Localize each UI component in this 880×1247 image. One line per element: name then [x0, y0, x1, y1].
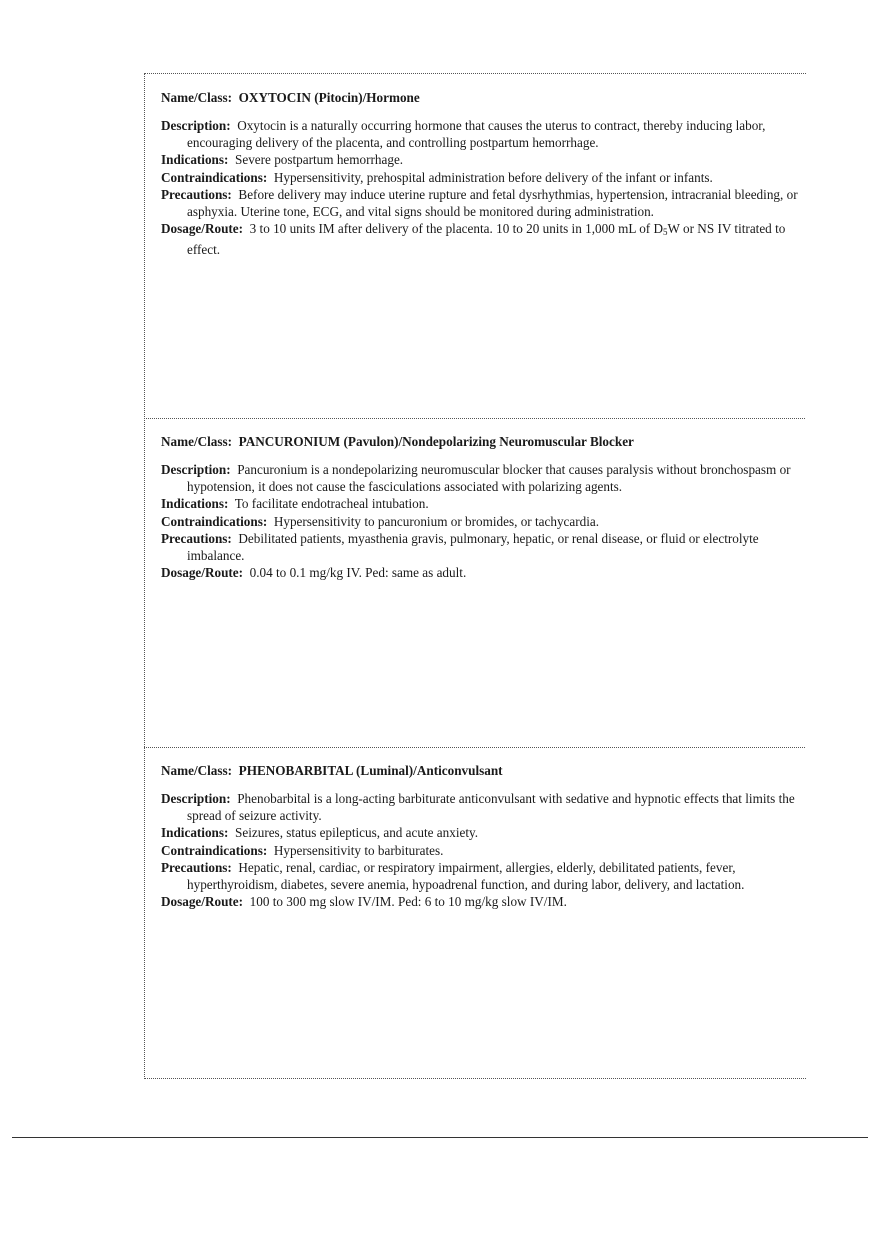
precautions-label: Precautions: — [161, 186, 232, 202]
description-entry — [161, 461, 801, 495]
indications-label: Indications: — [161, 825, 229, 841]
drug-name-class — [161, 762, 801, 780]
dosage-text: 100 to 300 mg slow IV/IM. Ped: 6 to 10 mg/kg slow IV/IM. — [249, 894, 567, 910]
dosage-entry — [161, 220, 801, 258]
precautions-label: Precautions: — [161, 530, 232, 546]
dosage-label: Dosage/Route: — [161, 221, 244, 237]
drug-card-oxytocin — [144, 73, 805, 418]
contraindications-text: Hypersensitivity, prehospital administration before delivery of the infant or infants. — [273, 169, 713, 185]
precautions-entry — [161, 186, 801, 220]
indications-label: Indications: — [161, 496, 229, 512]
precautions-text: Hepatic, renal, cardiac, or respiratory impairment, allergies, elderly, debilitated patients, fever, hyperthyroidism, diabetes, severe anemia, hypoadrenal function, and during labor, delivery, and lactation. — [187, 859, 745, 893]
contraindications-text: Hypersensitivity to barbiturates. — [273, 842, 444, 858]
dosage-label: Dosage/Route: — [161, 894, 244, 910]
indications-text: Severe postpartum hemorrhage. — [235, 152, 404, 168]
dosage-text-part1: 3 to 10 units IM after delivery of the placenta. 10 to 20 units in 1,000 mL of D — [249, 221, 664, 237]
contraindications-label: Contraindications: — [161, 513, 268, 529]
name-class-label: Name/Class: — [161, 90, 233, 105]
indications-entry — [161, 824, 801, 841]
indications-entry — [161, 495, 801, 512]
dosage-subscript: 5 — [663, 227, 668, 238]
precautions-text: Debilitated patients, myasthenia gravis, pulmonary, hepatic, or renal disease, or fluid or electrolyte imbalance. — [187, 530, 759, 564]
drug-name-class — [161, 433, 801, 451]
description-text: Oxytocin is a naturally occurring hormone that causes the uterus to contract, thereby inducing labor, encouraging delivery of the placenta, and controlling postpartum hemorrhage. — [187, 118, 766, 151]
contraindications-entry — [161, 842, 801, 859]
name-class-value: PANCURONIUM (Pavulon)/Nondepolarizing Neuromuscular Blocker — [238, 434, 634, 449]
description-label: Description: — [161, 118, 231, 133]
name-class-value: OXYTOCIN (Pitocin)/Hormone — [238, 90, 420, 105]
precautions-text: Before delivery may induce uterine rupture and fetal dysrhythmias, hypertension, intracranial bleeding, or asphyxia. Uterine tone, ECG, and vital signs should be monitored during administration. — [187, 186, 798, 220]
indications-entry — [161, 151, 801, 168]
name-class-value: PHENOBARBITAL (Luminal)/Anticonvulsant — [238, 763, 503, 778]
precautions-entry — [161, 859, 801, 893]
dosage-entry — [161, 564, 801, 581]
page-footer-rule — [12, 1137, 868, 1138]
dosage-text: 0.04 to 0.1 mg/kg IV. Ped: same as adult. — [249, 565, 467, 581]
description-text: Pancuronium is a nondepolarizing neuromuscular blocker that causes paralysis without bronchospasm or hypotension, it does not cause the fasciculations associated with polarizing agents. — [187, 462, 791, 495]
dosage-entry — [161, 893, 801, 910]
drug-name-class — [161, 89, 801, 107]
dosage-text-part2: W or NS IV titrated to effect. — [187, 221, 786, 258]
description-label: Description: — [161, 791, 231, 806]
description-entry — [161, 790, 801, 824]
drug-card-pancuronium — [144, 418, 805, 747]
contraindications-entry — [161, 169, 801, 186]
contraindications-label: Contraindications: — [161, 842, 268, 858]
contraindications-entry — [161, 513, 801, 530]
description-text: Phenobarbital is a long-acting barbiturate anticonvulsant with sedative and hypnotic effects that limits the spread of seizure activity. — [187, 791, 795, 824]
indications-text: To facilitate endotracheal intubation. — [234, 496, 429, 512]
drug-card-phenobarbital — [144, 747, 805, 1077]
contraindications-text: Hypersensitivity to pancuronium or bromides, or tachycardia. — [273, 513, 600, 529]
description-entry — [161, 117, 801, 151]
description-label: Description: — [161, 462, 231, 477]
dosage-label: Dosage/Route: — [161, 565, 244, 581]
name-class-label: Name/Class: — [161, 434, 233, 449]
precautions-label: Precautions: — [161, 859, 232, 875]
name-class-label: Name/Class: — [161, 763, 233, 778]
contraindications-label: Contraindications: — [161, 169, 268, 185]
indications-label: Indications: — [161, 152, 229, 168]
precautions-entry — [161, 530, 801, 564]
indications-text: Seizures, status epilepticus, and acute anxiety. — [235, 825, 479, 841]
